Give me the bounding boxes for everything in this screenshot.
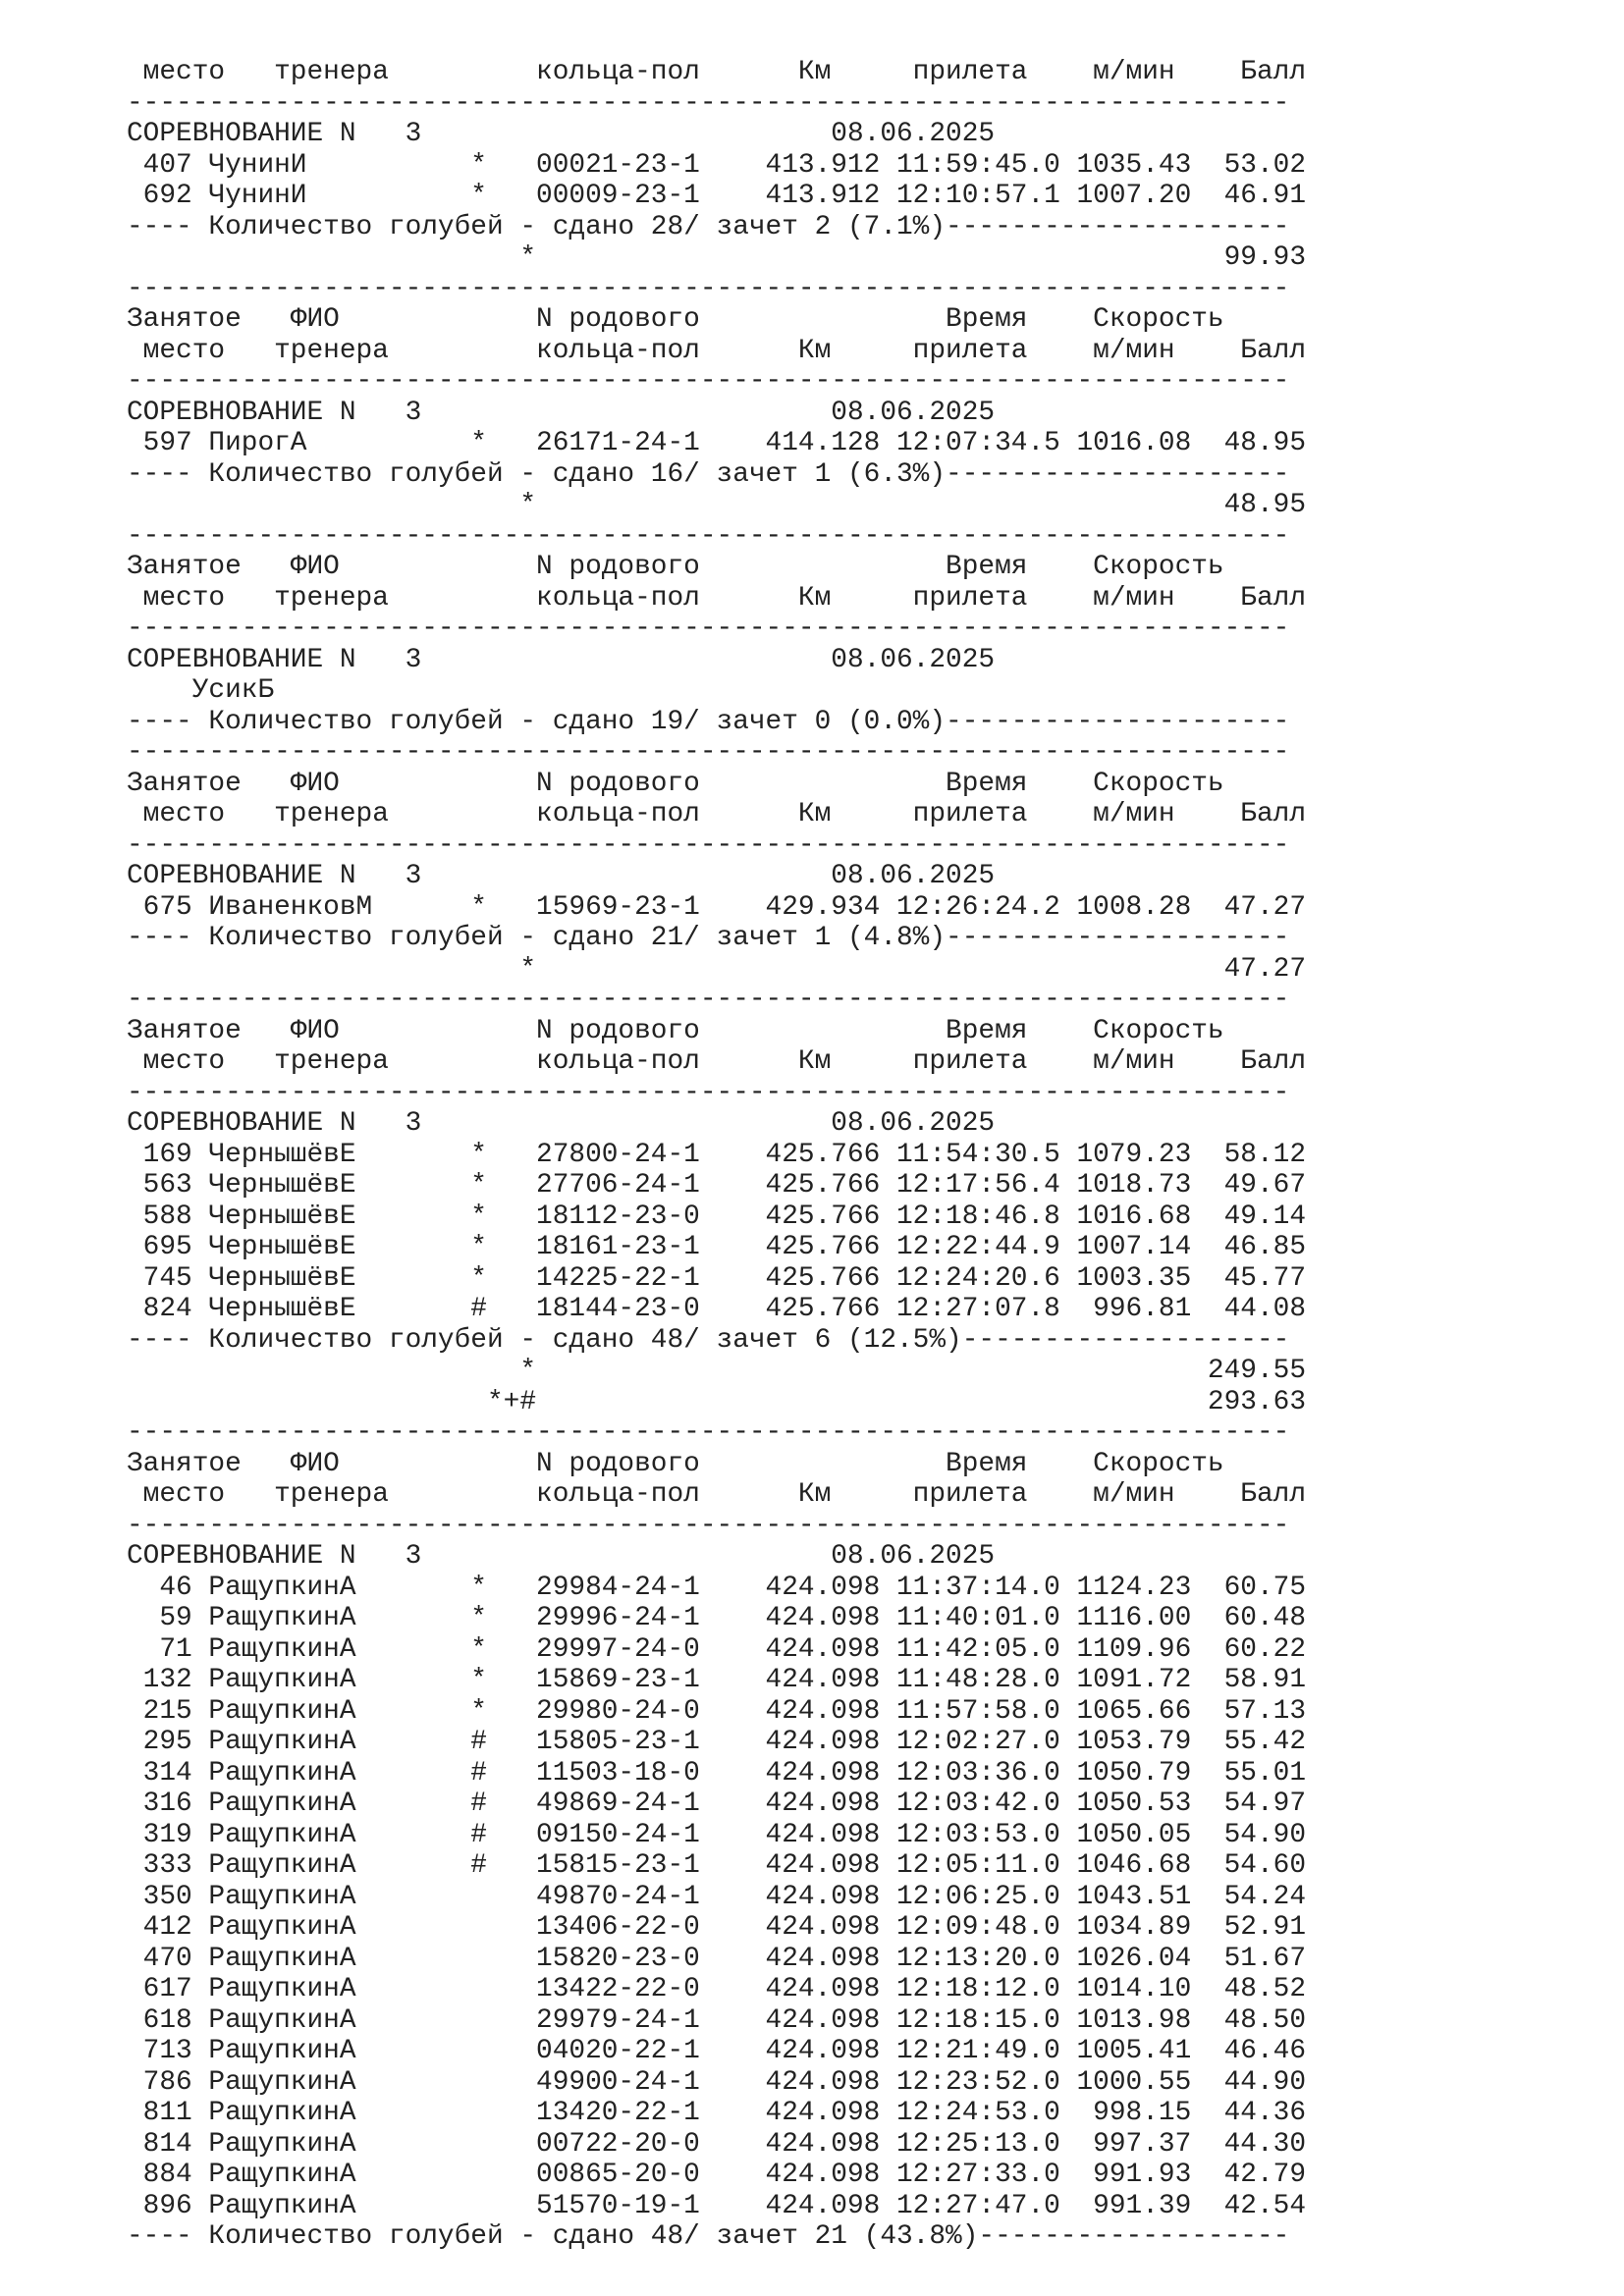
summary-line: ---- Количество голубей - сдано 19/ зачет 0 (0.0%)--------------------- (127, 706, 1290, 737)
result-row: 71 РащупкинА * 29997-24-0 424.098 11:42:05.0 1109.96 60.22 (127, 1633, 1307, 1665)
result-row: 46 РащупкинА * 29984-24-1 424.098 11:37:14.0 1124.23 60.75 (127, 1572, 1307, 1603)
competition-header: СОРЕВНОВАНИЕ N 3 08.06.2025 (127, 1108, 996, 1139)
result-row: 617 РащупкинА 13422-22-0 424.098 12:18:12.0 1014.10 48.52 (127, 1974, 1307, 2004)
result-row: 824 ЧернышёвЕ # 18144-23-0 425.766 12:27:07.8 996.81 44.08 (127, 1294, 1307, 1324)
column-header: Занятое ФИО N родового Время Скорость (127, 304, 1224, 335)
competition-header: СОРЕВНОВАНИЕ N 3 08.06.2025 (127, 861, 996, 891)
separator-line: ----------------------------------------------------------------------- (127, 273, 1290, 304)
column-header: место тренера кольца-пол Км прилета м/мин Балл (127, 1046, 1307, 1077)
separator-line: ----------------------------------------------------------------------- (127, 1077, 1290, 1108)
result-row: 350 РащупкинА 49870-24-1 424.098 12:06:25.0 1043.51 54.24 (127, 1881, 1307, 1912)
competition-header: СОРЕВНОВАНИЕ N 3 08.06.2025 (127, 644, 996, 675)
summary-line: ---- Количество голубей - сдано 16/ зачет 1 (6.3%)--------------------- (127, 458, 1290, 490)
column-header: место тренера кольца-пол Км прилета м/мин Балл (127, 335, 1307, 366)
result-row: 132 РащупкинА * 15869-23-1 424.098 11:48:28.0 1091.72 58.91 (127, 1665, 1307, 1695)
separator-line: ----------------------------------------------------------------------- (127, 87, 1290, 119)
separator-line: ----------------------------------------------------------------------- (127, 1510, 1290, 1541)
result-row: 786 РащупкинА 49900-24-1 424.098 12:23:52.0 1000.55 44.90 (127, 2066, 1307, 2098)
points-total: * 47.27 (127, 953, 1307, 985)
summary-line: ---- Количество голубей - сдано 48/ зачет 21 (43.8%)------------------- (127, 2221, 1290, 2252)
separator-line: ----------------------------------------------------------------------- (127, 829, 1290, 861)
result-row: 169 ЧернышёвЕ * 27800-24-1 425.766 11:54:30.5 1079.23 58.12 (127, 1139, 1307, 1170)
result-row: 692 ЧунинИ * 00009-23-1 413.912 12:10:57.1 1007.20 46.91 (127, 181, 1307, 211)
competition-header: СОРЕВНОВАНИЕ N 3 08.06.2025 (127, 119, 996, 149)
result-row: 59 РащупкинА * 29996-24-1 424.098 11:40:01.0 1116.00 60.48 (127, 1603, 1307, 1633)
points-total: * 48.95 (127, 490, 1307, 520)
separator-line: ----------------------------------------------------------------------- (127, 614, 1290, 644)
result-row: 811 РащупкинА 13420-22-1 424.098 12:24:53.0 998.15 44.36 (127, 2098, 1307, 2128)
summary-line: ---- Количество голубей - сдано 28/ зачет 2 (7.1%)--------------------- (127, 211, 1290, 242)
column-header: Занятое ФИО N родового Время Скорость (127, 768, 1224, 799)
column-header: Занятое ФИО N родового Время Скорость (127, 1448, 1224, 1479)
separator-line: ----------------------------------------------------------------------- (127, 1417, 1290, 1448)
separator-line: ----------------------------------------------------------------------- (127, 520, 1290, 552)
results-printout (127, 57, 1306, 2253)
result-row: 814 РащупкинА 00722-20-0 424.098 12:25:13.0 997.37 44.30 (127, 2128, 1307, 2160)
result-row: 314 РащупкинА # 11503-18-0 424.098 12:03:36.0 1050.79 55.01 (127, 1757, 1307, 1789)
result-row: 407 ЧунинИ * 00021-23-1 413.912 11:59:45.0 1035.43 53.02 (127, 149, 1307, 181)
result-row: 745 ЧернышёвЕ * 14225-22-1 425.766 12:24:20.6 1003.35 45.77 (127, 1262, 1307, 1294)
column-header: место тренера кольца-пол Км прилета м/мин Балл (127, 1479, 1307, 1510)
separator-line: ----------------------------------------------------------------------- (127, 737, 1290, 768)
column-header: Занятое ФИО N родового Время Скорость (127, 552, 1224, 582)
result-row: 319 РащупкинА # 09150-24-1 424.098 12:03:53.0 1050.05 54.90 (127, 1819, 1307, 1850)
report-line: УсикБ (127, 675, 275, 706)
result-row: 215 РащупкинА * 29980-24-0 424.098 11:57:58.0 1065.66 57.13 (127, 1695, 1307, 1727)
competition-header: СОРЕВНОВАНИЕ N 3 08.06.2025 (127, 1541, 996, 1572)
summary-line: ---- Количество голубей - сдано 21/ зачет 1 (4.8%)--------------------- (127, 923, 1290, 953)
result-row: 316 РащупкинА # 49869-24-1 424.098 12:03:42.0 1050.53 54.97 (127, 1789, 1307, 1819)
result-row: 588 ЧернышёвЕ * 18112-23-0 425.766 12:18:46.8 1016.68 49.14 (127, 1201, 1307, 1232)
points-total: * 249.55 (127, 1356, 1307, 1386)
result-row: 618 РащупкинА 29979-24-1 424.098 12:18:15.0 1013.98 48.50 (127, 2004, 1307, 2036)
result-row: 896 РащупкинА 51570-19-1 424.098 12:27:47.0 991.39 42.54 (127, 2190, 1307, 2221)
summary-line: ---- Количество голубей - сдано 48/ зачет 6 (12.5%)-------------------- (127, 1324, 1290, 1356)
result-row: 884 РащупкинА 00865-20-0 424.098 12:27:33.0 991.93 42.79 (127, 2160, 1307, 2190)
column-header: место тренера кольца-пол Км прилета м/мин Балл (127, 799, 1307, 829)
points-total: *+# 293.63 (127, 1386, 1307, 1417)
result-row: 695 ЧернышёвЕ * 18161-23-1 425.766 12:22:44.9 1007.14 46.85 (127, 1232, 1307, 1262)
result-row: 412 РащупкинА 13406-22-0 424.098 12:09:48.0 1034.89 52.91 (127, 1912, 1307, 1943)
result-row: 333 РащупкинА # 15815-23-1 424.098 12:05:11.0 1046.68 54.60 (127, 1850, 1307, 1881)
points-total: * 99.93 (127, 242, 1307, 273)
column-header: место тренера кольца-пол Км прилета м/мин Балл (127, 582, 1307, 614)
result-row: 470 РащупкинА 15820-23-0 424.098 12:13:20.0 1026.04 51.67 (127, 1943, 1307, 1974)
competition-header: СОРЕВНОВАНИЕ N 3 08.06.2025 (127, 397, 996, 428)
separator-line: ----------------------------------------------------------------------- (127, 985, 1290, 1015)
column-header: место тренера кольца-пол Км прилета м/мин Балл (127, 57, 1307, 87)
separator-line: ----------------------------------------------------------------------- (127, 366, 1290, 397)
result-row: 597 ПирогА * 26171-24-1 414.128 12:07:34.5 1016.08 48.95 (127, 428, 1307, 458)
result-row: 563 ЧернышёвЕ * 27706-24-1 425.766 12:17:56.4 1018.73 49.67 (127, 1170, 1307, 1201)
result-row: 713 РащупкинА 04020-22-1 424.098 12:21:49.0 1005.41 46.46 (127, 2036, 1307, 2066)
result-row: 675 ИваненковМ * 15969-23-1 429.934 12:26:24.2 1008.28 47.27 (127, 891, 1307, 923)
column-header: Занятое ФИО N родового Время Скорость (127, 1015, 1224, 1046)
result-row: 295 РащупкинА # 15805-23-1 424.098 12:02:27.0 1053.79 55.42 (127, 1727, 1307, 1757)
